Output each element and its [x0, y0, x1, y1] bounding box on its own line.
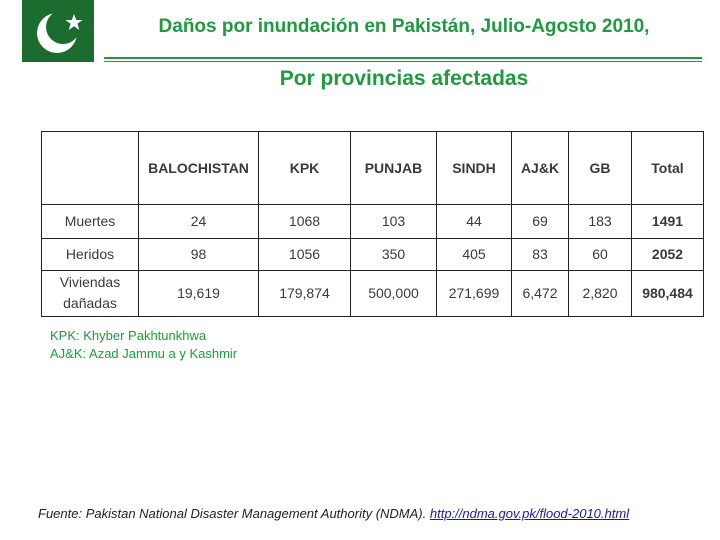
- source-text: Fuente: Pakistan National Disaster Management Authority (NDMA).: [38, 506, 427, 521]
- table-cell: 350: [351, 238, 437, 270]
- total-cell: 1491: [632, 205, 704, 238]
- row-label: [42, 270, 139, 316]
- column-header-kpk: KPK: [259, 132, 351, 205]
- source-link[interactable]: http://ndma.gov.pk/flood-2010.html: [429, 506, 630, 521]
- row-label: Heridos: [42, 238, 139, 270]
- table-cell: 60: [569, 238, 632, 270]
- table-cell: 2,820: [569, 270, 632, 316]
- total-cell: 2052: [632, 238, 704, 270]
- flood-damage-table: [41, 131, 704, 317]
- row-label: Muertes: [42, 205, 139, 238]
- pakistan-flag: [22, 0, 94, 62]
- column-header-gb: GB: [569, 132, 632, 205]
- row-label-line1: Viviendas: [59, 274, 121, 291]
- page-title: Daños por inundación en Pakistán, Julio-Agosto 2010,: [158, 16, 650, 37]
- total-cell: 980,484: [632, 270, 704, 316]
- table-cell: 44: [437, 205, 512, 238]
- table-cell: 103: [351, 205, 437, 238]
- table-cell: 1068: [259, 205, 351, 238]
- column-header-punjab: PUNJAB: [351, 132, 437, 205]
- column-header-sindh: SINDH: [437, 132, 512, 205]
- table-cell: 83: [512, 238, 569, 270]
- table-cell: 500,000: [351, 270, 437, 316]
- row-label-line2: dañadas: [63, 295, 117, 312]
- table-cell: 69: [512, 205, 569, 238]
- table-cell: 183: [569, 205, 632, 238]
- table-cell: 179,874: [259, 270, 351, 316]
- crescent-star-icon: [22, 0, 94, 62]
- table-cell: 6,472: [512, 270, 569, 316]
- column-header-total: Total: [632, 132, 704, 205]
- column-header-empty: [42, 132, 139, 205]
- table-cell: 405: [437, 238, 512, 270]
- table-header-row: [42, 132, 704, 205]
- table-cell: 98: [139, 238, 259, 270]
- title-divider-thin: [104, 61, 702, 62]
- page-subtitle: Por provincias afectadas: [279, 67, 529, 90]
- abbreviation-notes: [50, 327, 237, 363]
- table-row-heridos: [42, 238, 704, 270]
- table-cell: 19,619: [139, 270, 259, 316]
- table-row-muertes: [42, 205, 704, 238]
- table-cell: 271,699: [437, 270, 512, 316]
- title-divider: [104, 57, 702, 59]
- note-kpk: KPK: Khyber Pakhtunkhwa: [50, 328, 207, 343]
- table-cell: 24: [139, 205, 259, 238]
- source-citation: [38, 506, 629, 521]
- table-row-viviendas: [42, 270, 704, 316]
- table-cell: 1056: [259, 238, 351, 270]
- note-ajk: AJ&K: Azad Jammu a y Kashmir: [50, 346, 238, 361]
- column-header-balochistan: BALOCHISTAN: [139, 132, 259, 205]
- column-header-ajk: AJ&K: [512, 132, 569, 205]
